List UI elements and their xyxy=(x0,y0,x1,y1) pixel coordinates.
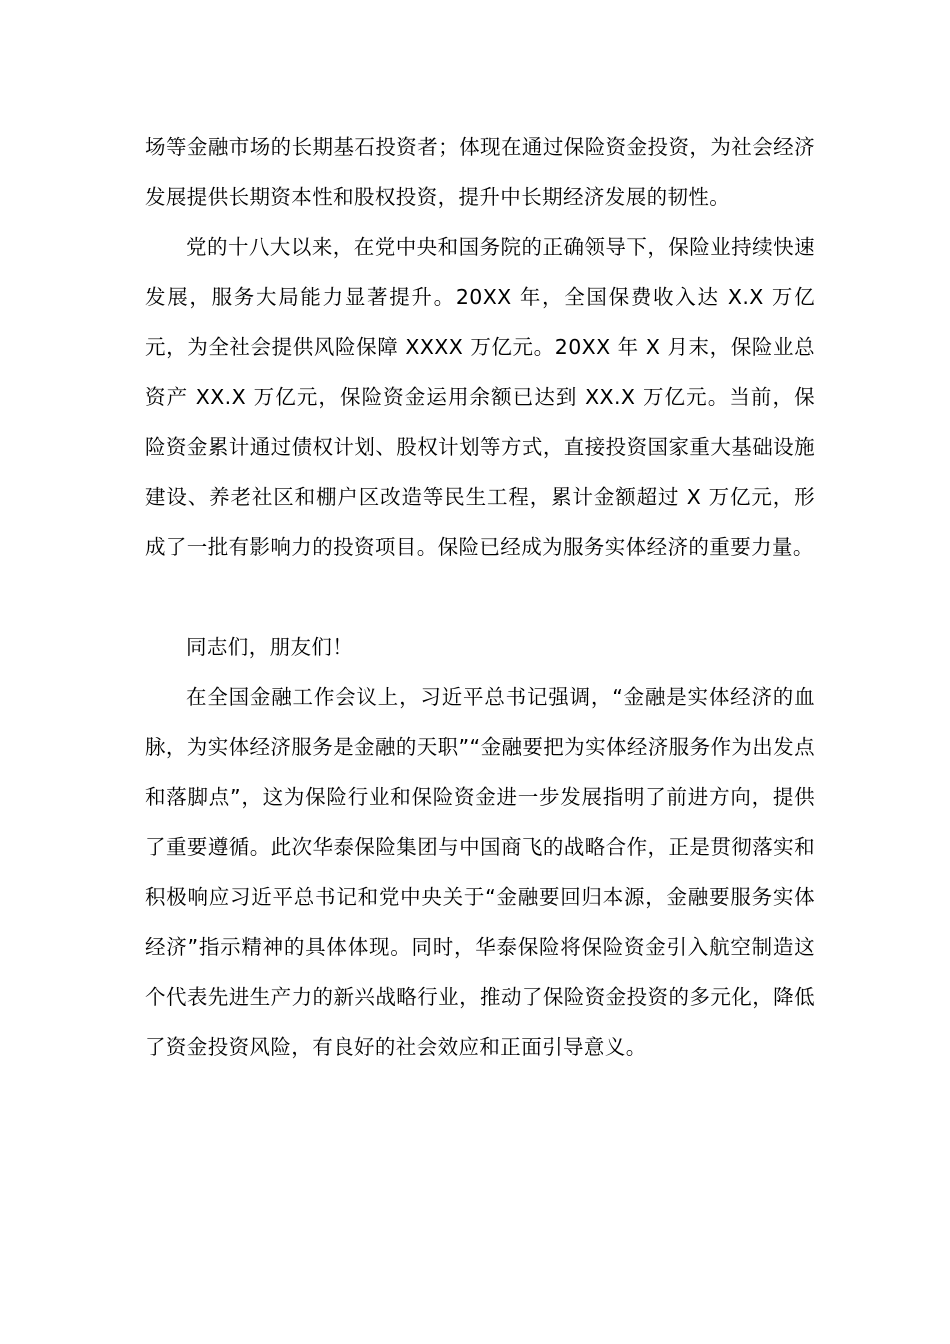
paragraph-greeting: 同志们，朋友们！ xyxy=(186,635,354,659)
document-body xyxy=(145,122,815,1072)
paragraph-continuation: 场等金融市场的长期基石投资者；体现在通过保险资金投资，为社会经济发展提供长期资本性和股权投资，提升中长期经济发展的韧性。 xyxy=(145,135,815,209)
paragraph-insurance-growth: 党的十八大以来，在党中央和国务院的正确领导下，保险业持续快速发展，服务大局能力显著提升。20XX 年，全国保费收入达 X.X 万亿元，为全社会提供风险保障 XXXX 万亿元。20XX 年 X 月末，保险业总资产 XX.X 万亿元，保险资金运用余额已达到 XX.X 万亿元。当前，保险资金累计通过债权计划、股权计划等方式，直接投资国家重大基础设施建设、养老社区和棚户区改造等民生工程，累计金额超过 X 万亿元，形成了一批有影响力的投资项目。保险已经成为服务实体经济的重要力量。 xyxy=(145,235,815,559)
paragraph-financial-work-conference: 在全国金融工作会议上，习近平总书记强调，“金融是实体经济的血脉，为实体经济服务是金融的天职”“金融要把为实体经济服务作为出发点和落脚点”，这为保险行业和保险资金进一步发展指明了前进方向，提供了重要遵循。此次华泰保险集团与中国商飞的战略合作，正是贯彻落实和积极响应习近平总书记和党中央关于“金融要回归本源，金融要服务实体经济”指示精神的具体体现。同时，华泰保险将保险资金引入航空制造这个代表先进生产力的新兴战略行业，推动了保险资金投资的多元化，降低了资金投资风险，有良好的社会效应和正面引导意义。 xyxy=(145,685,815,1059)
paragraph-gap xyxy=(145,572,815,622)
